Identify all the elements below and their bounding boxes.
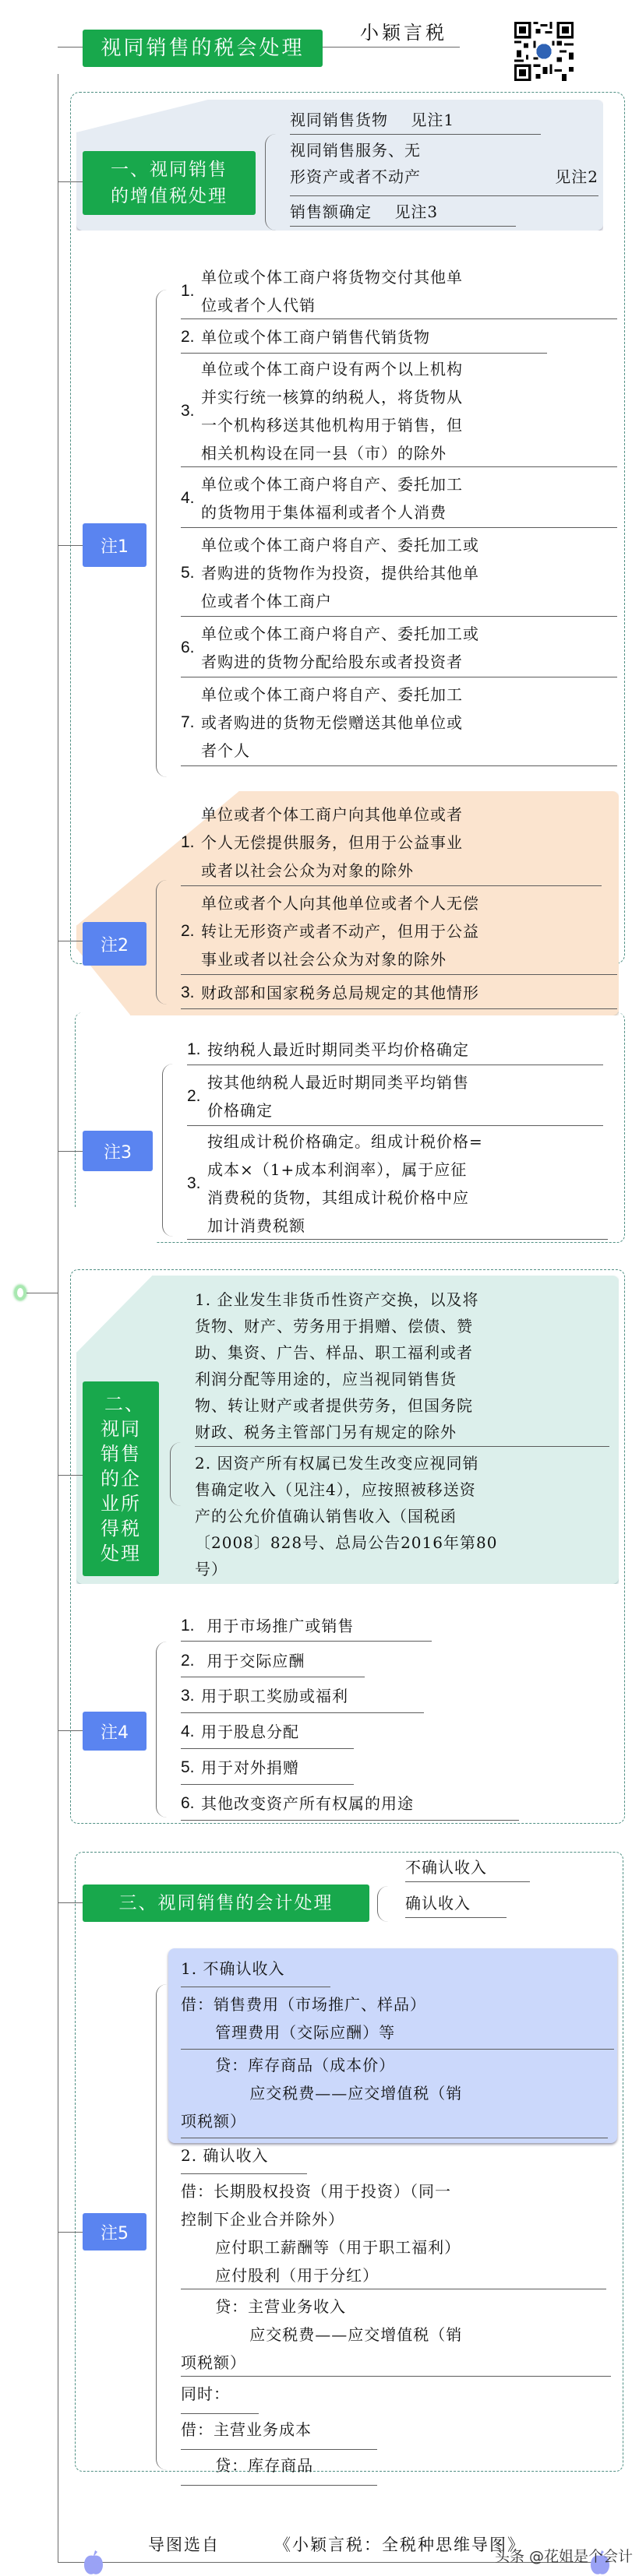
section1-title-line: 一、视同销售 [111, 160, 228, 180]
item-text: 贷：主营业务收入 [181, 2297, 347, 2316]
note2-item[interactable] [181, 888, 617, 975]
item-text: 或者以社会公众为对象的除外 [201, 860, 414, 880]
item-text: 个人无偿提供服务，但用于公益事业 [201, 832, 463, 852]
connector [58, 1902, 83, 1903]
item-number: 2. [181, 327, 195, 346]
item-label: 视同销售货物 [290, 111, 388, 129]
item-text: 其他改变资产所有权属的用途 [201, 1793, 414, 1813]
note1-item[interactable] [181, 321, 547, 354]
item-text: 单位或者个体工商户向其他单位或者 [201, 804, 463, 824]
item-text: 助、集资、广告、样品、职工福利或者 [195, 1343, 473, 1362]
note5-item[interactable] [181, 2177, 606, 2289]
note4-item[interactable] [181, 1786, 519, 1821]
note5-item[interactable]: 贷：库存商品 [181, 2451, 377, 2486]
item-text: 借：长期股权投资（用于投资）（同一 [181, 2182, 451, 2201]
brace-connector [265, 134, 276, 231]
footer-source-title: 《小颖言税：全税种思维导图》 [274, 2536, 525, 2554]
item-label: 视同销售服务、无 [290, 141, 421, 160]
note2-item[interactable] [181, 799, 602, 886]
item-text: 者购进的货物分配给股东或者投资者 [201, 652, 463, 671]
section2-title-line: 得税 [101, 1518, 141, 1540]
connector [58, 47, 83, 48]
item-text: 用于市场推广或销售 [201, 1616, 355, 1635]
note5-item[interactable]: 同时： [181, 2380, 259, 2414]
item-text: 单位或个体工商户设有两个以上机构 [201, 359, 463, 378]
item-text: 2. 因资产所有权属已发生改变应视同销 [195, 1454, 479, 1473]
section3-item-revenue[interactable]: 确认收入 [405, 1889, 507, 1918]
section2-item[interactable] [195, 1450, 616, 1587]
item-number: 6. [181, 638, 195, 656]
item-text: 的货物用于集体福利或者个人消费 [201, 502, 447, 522]
section1-title-line: 的增值税处理 [111, 186, 228, 206]
item-text: 应交税费——应交增值税（销 [181, 2084, 463, 2103]
item-text: 事业或者以社会公众为对象的除外 [201, 949, 447, 969]
connector [58, 2232, 83, 2233]
item-text: 按组成计税价格确定。组成计税价格= [207, 1131, 483, 1151]
item-text: 者个人 [201, 741, 250, 760]
item-number: 3. [187, 1174, 201, 1192]
item-label: 销售额确定 [290, 202, 372, 221]
section2-title-line: 视同 [101, 1418, 141, 1440]
item-text: 项税额） [181, 2112, 246, 2131]
note3-item[interactable] [187, 1128, 608, 1240]
section3-topic[interactable]: 三、视同销售的会计处理 [83, 1884, 369, 1922]
item-number: 3. [181, 401, 195, 420]
item-text: 位或者个体工商户 [201, 591, 332, 611]
note3-label[interactable]: 注3 [83, 1131, 153, 1171]
connector [323, 47, 460, 48]
item-number: 1. [181, 1616, 195, 1635]
connector [58, 181, 83, 182]
brace-connector [156, 290, 168, 777]
note1-item[interactable] [181, 263, 617, 319]
item-number: 3. [181, 983, 195, 1001]
note5-label[interactable]: 注5 [83, 2213, 147, 2250]
item-text: 1. 企业发生非货币性资产交换，以及将 [195, 1290, 479, 1309]
item-number: 5. [181, 1758, 195, 1776]
item-text: 应付股利（用于分红） [181, 2266, 380, 2285]
brace-connector [170, 1442, 182, 1506]
item-text: 应交税费——应交增值税（销 [181, 2325, 463, 2344]
item-text: 按其他纳税人最近时期同类平均销售 [207, 1072, 469, 1092]
item-text: 转让无形资产或者不动产，但用于公益 [201, 921, 479, 941]
item-text: 价格确定 [207, 1100, 273, 1120]
section2-title-line: 销售 [101, 1443, 141, 1465]
item-text: 财政部和国家税务总局规定的其他情形 [201, 983, 479, 1002]
item-text: 成本×（1+成本利润率），属于应征 [207, 1160, 468, 1179]
note2-label[interactable]: 注2 [83, 922, 147, 966]
item-text: 管理费用（交际应酬）等 [181, 2023, 396, 2042]
item-text: 利润分配等用途的，应当视同销售货 [195, 1369, 457, 1388]
item-text: 物、转让财产或者提供劳务，但国务院 [195, 1395, 473, 1415]
note1-item[interactable] [181, 355, 617, 467]
ref-link[interactable]: 见注2 [555, 167, 598, 186]
item-text: 货物、财产、劳务用于捐赠、偿债、赞 [195, 1316, 473, 1336]
item-text: 单位或者个人向其他单位或者个人无偿 [201, 893, 479, 913]
item-number: 1. [181, 281, 195, 300]
item-number: 4. [181, 1722, 195, 1740]
note3-item[interactable] [187, 1067, 603, 1126]
note1-label[interactable]: 注1 [83, 523, 147, 567]
item-number: 7. [181, 713, 195, 731]
item-text: 单位或个体工商户将货物交付其他单 [201, 267, 463, 287]
connector [58, 1475, 83, 1476]
footer-source-label: 导图选自 [148, 2536, 220, 2554]
section2-title-line: 的企 [101, 1468, 141, 1490]
item-text: 控制下企业合并除外） [181, 2210, 344, 2229]
item-label: 形资产或者不动产 [290, 167, 421, 186]
note4-label[interactable]: 注4 [83, 1712, 147, 1751]
item-text: 者购进的货物作为投资，提供给其他单 [201, 563, 479, 582]
item-number: 2. [181, 921, 195, 940]
connector [58, 545, 83, 546]
item-text: 单位或个体工商户将自产、委托加工或 [201, 535, 479, 554]
item-text: 相关机构设在同一县（市）的除外 [201, 443, 447, 463]
note1-item[interactable] [181, 618, 617, 677]
section1-item-goods[interactable] [290, 106, 541, 135]
item-text: 用于股息分配 [201, 1722, 299, 1741]
brace-connector [377, 1886, 390, 1922]
item-text: 号） [195, 1560, 228, 1578]
item-text: 产的公允价值确认销售收入（国税函 [195, 1507, 457, 1526]
item-text: 应付职工薪酬等（用于职工福利） [181, 2238, 461, 2257]
section3-item-no-revenue[interactable]: 不确认收入 [405, 1853, 530, 1882]
item-text: 〔2008〕828号、总局公告2016年第80 [195, 1533, 498, 1552]
item-text: 单位或个体工商户销售代销货物 [201, 327, 430, 347]
section1-item-sales-amount[interactable] [290, 198, 516, 227]
item-number: 1. [187, 1040, 201, 1058]
note4-item[interactable] [181, 1679, 424, 1713]
item-text: 单位或个体工商户将自产、委托加工 [201, 684, 463, 704]
qr-code-icon [514, 22, 574, 81]
section1-topic[interactable] [83, 151, 256, 215]
item-number: 6. [181, 1793, 195, 1812]
item-text: 用于交际应酬 [201, 1651, 305, 1670]
brand-label: 小颖言税 [360, 22, 447, 44]
note1-item[interactable] [181, 679, 617, 766]
item-text: 财政、税务主管部门另有规定的除外 [195, 1422, 457, 1441]
item-number: 3. [181, 1686, 195, 1705]
brace-connector [156, 880, 168, 1005]
note1-item[interactable] [181, 469, 617, 528]
item-text: 按纳税人最近时期同类平均价格确定 [207, 1040, 469, 1059]
note4-item[interactable] [181, 1645, 365, 1677]
note5-item[interactable] [181, 2051, 608, 2138]
brace-connector [162, 1064, 175, 1237]
brace-connector [156, 1642, 168, 1818]
connector [58, 1730, 83, 1731]
note4-item[interactable] [181, 1610, 432, 1642]
item-text: 用于对外捐赠 [201, 1758, 299, 1777]
item-text: 单位或个体工商户将自产、委托加工 [201, 474, 463, 494]
item-number: 5. [181, 563, 195, 582]
note3-item[interactable] [187, 1034, 603, 1065]
item-text: 加计消费税额 [207, 1216, 305, 1235]
item-text: 一个机构移送其他机构用于销售，但 [201, 415, 463, 435]
item-number: 2. [181, 1651, 195, 1670]
section2-topic[interactable] [83, 1381, 159, 1576]
item-text: 消费税的货物，其组成计税价格中应 [207, 1188, 469, 1207]
item-text: 项税额） [181, 2353, 246, 2372]
section2-item[interactable] [195, 1285, 609, 1447]
note1-item[interactable] [181, 530, 617, 617]
item-text: 单位或个体工商户将自产、委托加工或 [201, 624, 479, 643]
ref-link[interactable]: 见注1 [411, 111, 455, 129]
section2-title-line: 业所 [101, 1493, 141, 1515]
note5-item[interactable] [181, 1990, 614, 2050]
item-number: 2. [187, 1086, 201, 1105]
item-text: 贷：库存商品（成本价） [181, 2056, 396, 2075]
ref-link[interactable]: 见注3 [394, 202, 439, 221]
item-text: 售确定收入（见注4），应按照被移送资 [195, 1480, 476, 1499]
section2-title-line: 处理 [101, 1543, 141, 1564]
credit-watermark: 头条 @花姐是个会计 [494, 2548, 633, 2565]
note5-item[interactable]: 1. 不确认收入 [181, 1955, 330, 1987]
item-text: 借：销售费用（市场推广、样品） [181, 1995, 426, 2014]
section2-title-line: 二、 [104, 1393, 145, 1415]
item-text: 并实行统一核算的纳税人，将货物从 [201, 387, 463, 406]
root-topic[interactable]: 视同销售的税会处理 [83, 30, 323, 67]
section1-item-services[interactable] [290, 137, 598, 196]
note4-item[interactable] [181, 1715, 354, 1749]
item-number: 1. [181, 832, 195, 851]
apple-icon [83, 2550, 104, 2576]
note5-item[interactable] [181, 2293, 611, 2377]
brace-connector [156, 1984, 168, 2470]
note4-item[interactable] [181, 1751, 354, 1785]
note5-item[interactable]: 借：主营业务成本 [181, 2416, 377, 2450]
item-text: 用于职工奖励或福利 [201, 1686, 348, 1705]
connector [58, 1151, 83, 1152]
note5-item[interactable]: 2. 确认收入 [181, 2141, 307, 2174]
note2-item[interactable] [181, 977, 617, 1009]
item-text: 位或者个人代销 [201, 295, 316, 315]
item-text: 或者购进的货物无偿赠送其他单位或 [201, 713, 463, 732]
collapse-toggle-icon[interactable] [14, 1285, 26, 1300]
item-number: 4. [181, 488, 195, 507]
